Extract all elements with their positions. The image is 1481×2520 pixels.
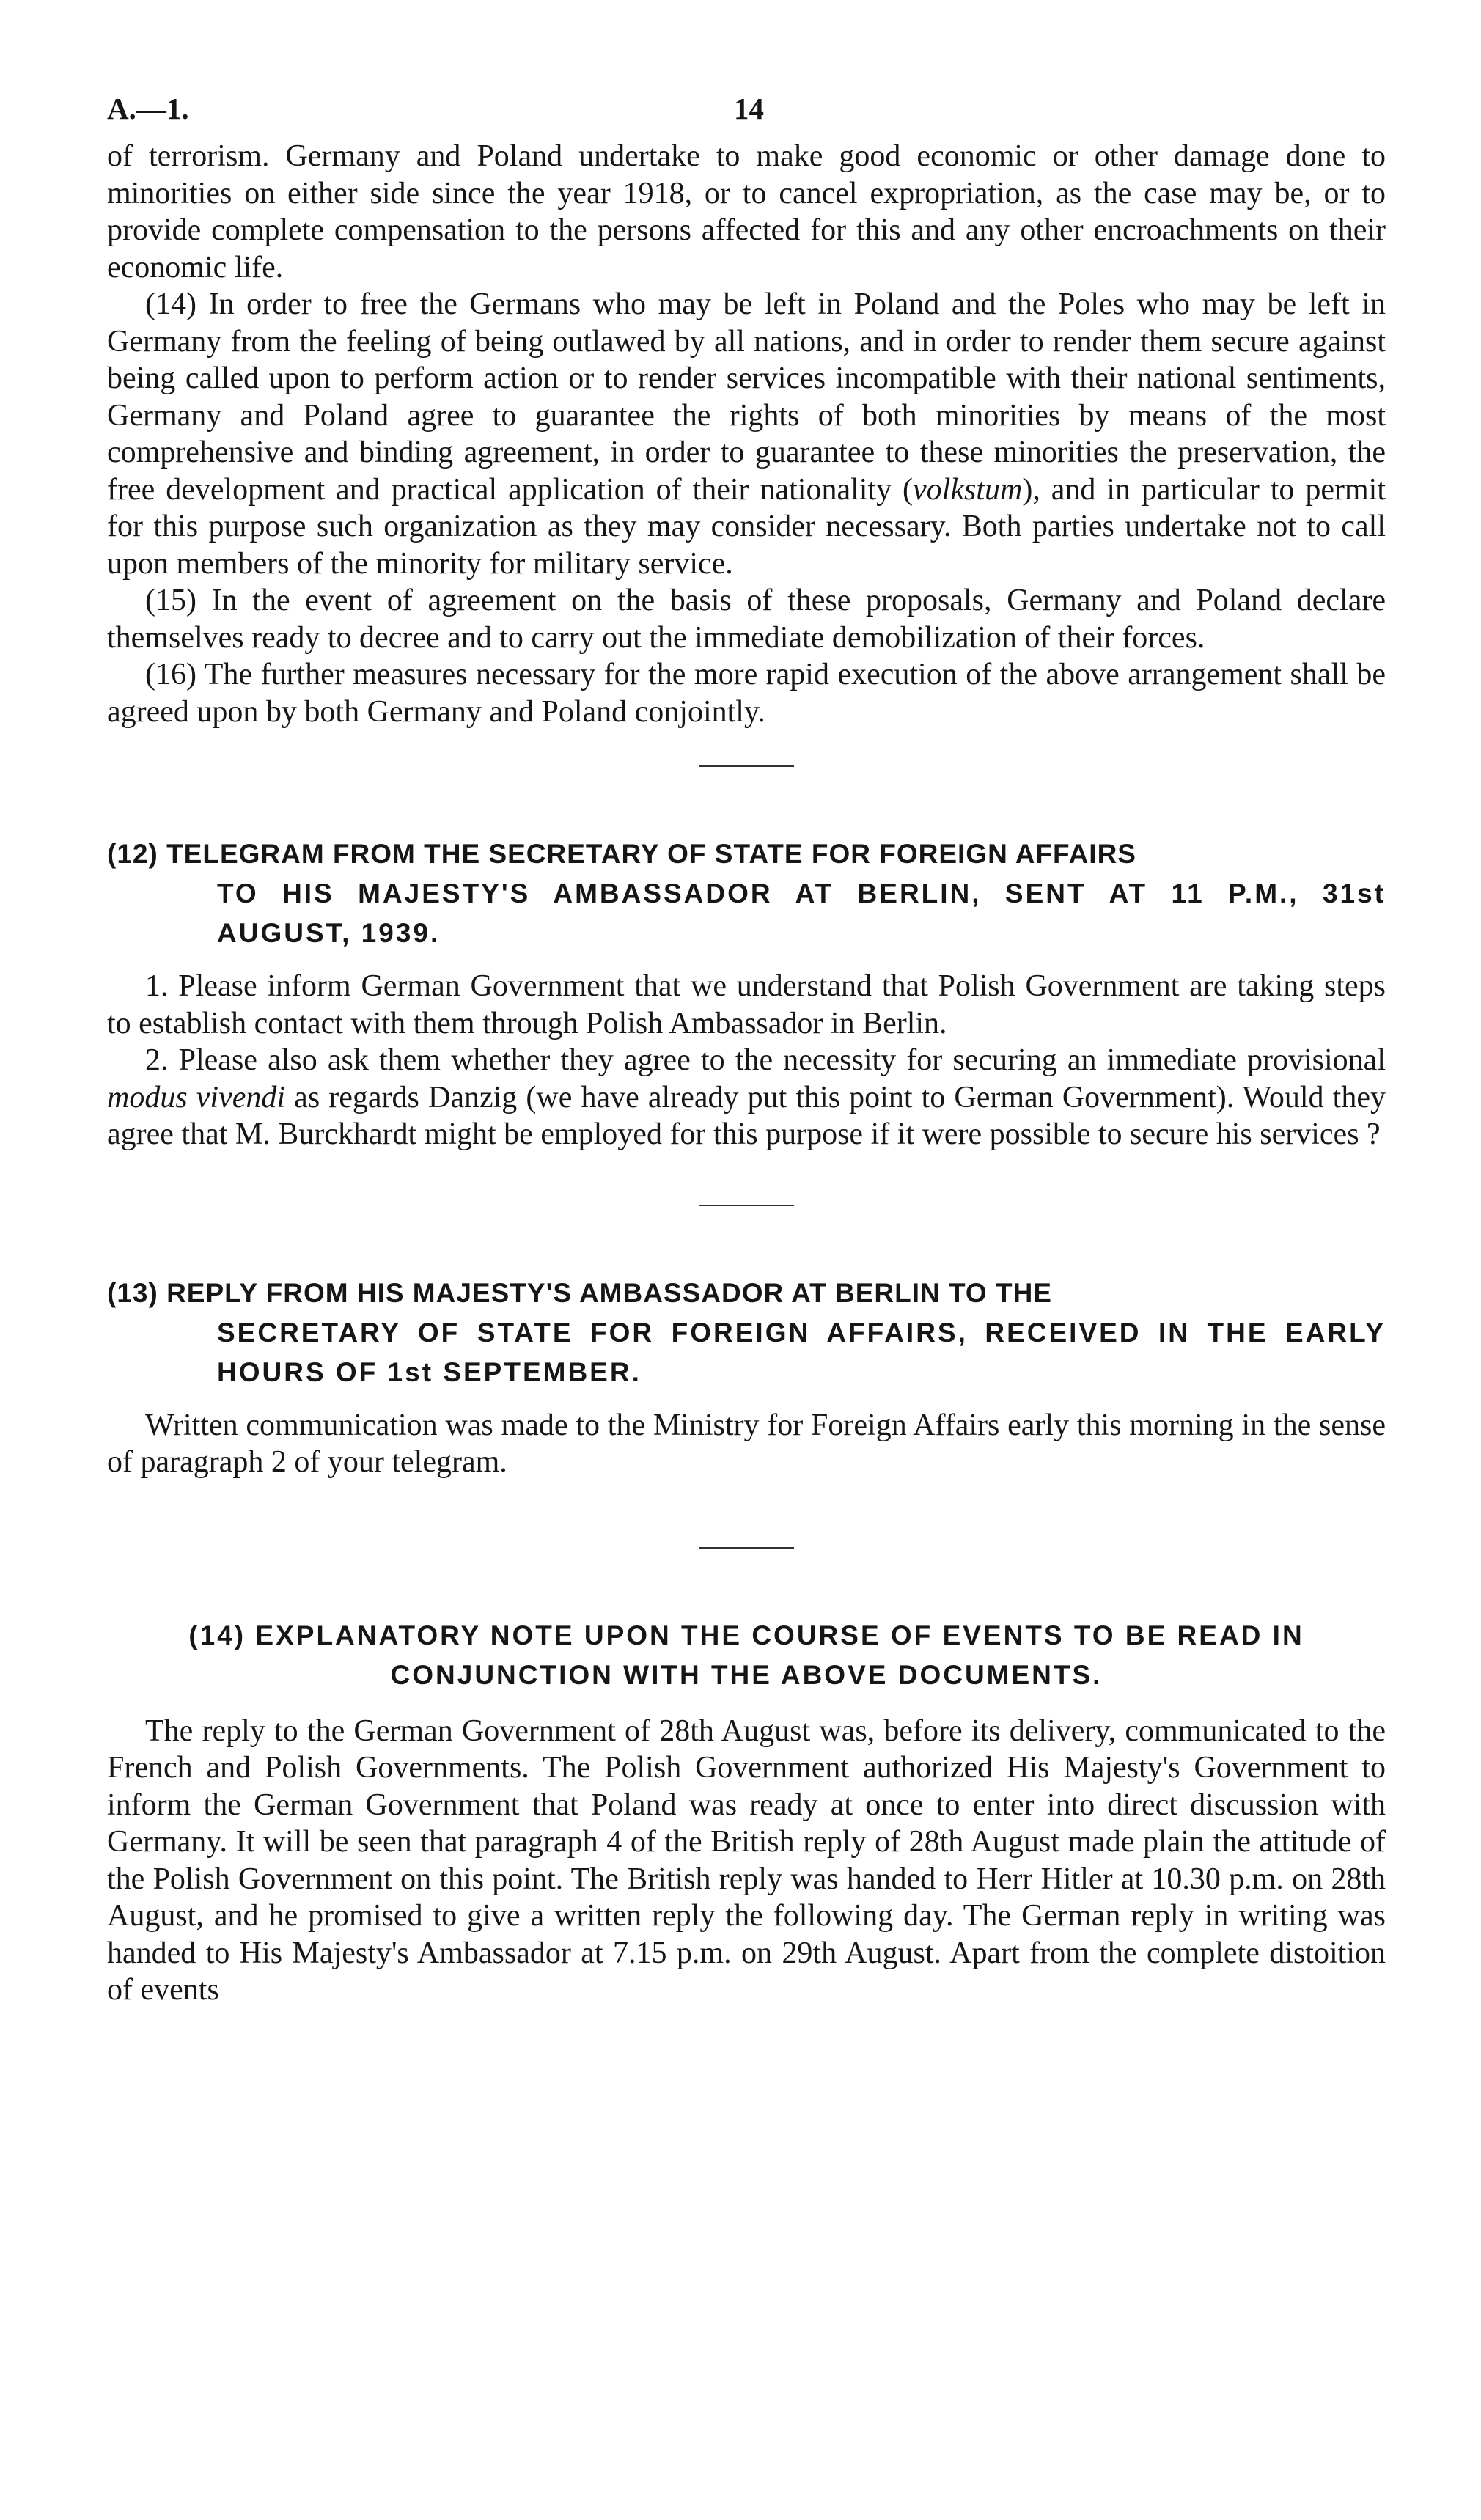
section-12-heading-line1: (12) TELEGRAM FROM THE SECRETARY OF STATE FOR FOREIGN AFFAIRS	[107, 839, 1136, 869]
paragraph-14-text-a: (14) In order to free the Germans who may be left in Poland and the Poles who may be left in Germany from the feeling of being outlawed by all nations, and in order to render them secure against being called upon to perform action or to render services incompatible with their national sentiments, Germany and Poland agree to guarantee the rights of both minorities by means of the most comprehensive and binding agreement, in order to guarantee to these minorities the preservation, the free development and practical application of their nationality (	[107, 287, 1386, 507]
section-13-heading-line1: (13) REPLY FROM HIS MAJESTY'S AMBASSADOR AT BERLIN TO THE	[107, 1277, 1052, 1308]
paragraph-continuation: of terrorism. Germany and Poland undertake to make good economic or other damage done to minorities on either side since the year 1918, or to cancel expropriation, as the case may be, or to provide complete compensation to the persons affected for this and any other encroachments on their economic life.	[107, 139, 1386, 284]
section-12-heading	[107, 834, 1386, 953]
paragraph-16: (16) The further measures necessary for the more rapid execution of the above arrangement shall be agreed upon by both Germany and Poland conjointly.	[107, 658, 1386, 729]
page-number: 14	[734, 92, 764, 125]
section-12-paragraph-2	[107, 1042, 1386, 1153]
section-divider	[699, 1205, 794, 1206]
section-12-heading-rest: TO HIS MAJESTY'S AMBASSADOR AT BERLIN, SENT AT 11 P.M., 31st AUGUST, 1939.	[217, 878, 1386, 948]
section-13-paragraph: Written communication was made to the Ministry for Foreign Affairs early this morning in the sense of paragraph 2 of your telegram.	[107, 1408, 1386, 1479]
section-12-paragraph-2-text-a: 2. Please also ask them whether they agree to the necessity for securing an immediate provisional	[145, 1043, 1386, 1077]
document-reference: A.—1.	[107, 92, 189, 125]
section-14-paragraph: The reply to the German Government of 28th August was, before its delivery, communicated to the French and Polish Governments. The Polish Government authorized His Majesty's Government to inform the German Government that Poland was ready at once to enter into direct discussion with Germany. It will be seen that paragraph 4 of the British reply of 28th August made plain the attitude of the Polish Government on this point. The British reply was handed to Herr Hitler at 10.30 p.m. on 28th August, and he promised to give a written reply the following day. The German reply in writing was handed to His Majesty's Ambassador at 7.15 p.m. on 29th August. Apart from the complete distoition of events	[107, 1713, 1386, 2007]
section-divider	[699, 1547, 794, 1549]
section-divider	[699, 765, 794, 767]
page-header	[107, 87, 1386, 138]
section-12-paragraph-1: 1. Please inform German Government that we understand that Polish Government are taking steps to establish contact with them through Polish Ambassador in Berlin.	[107, 969, 1386, 1040]
document-page	[107, 87, 1386, 2009]
section-12-paragraph-2-text-b: as regards Danzig (we have already put this point to German Government). Would they agree that M. Burckhardt might be employed for this purpose if it were possible to secure his services ?	[107, 1080, 1386, 1151]
section-14-heading-line1: (14) EXPLANATORY NOTE UPON THE COURSE OF EVENTS TO BE READ IN	[188, 1620, 1304, 1650]
paragraph-14-text-b: ), and in particular to permit for this purpose such organization as they may consider necessary. Both parties undertake not to call upon members of the minority for military service.	[107, 472, 1386, 581]
paragraph-14-emphasis: volkstum	[913, 472, 1023, 507]
paragraph-15: (15) In the event of agreement on the basis of these proposals, Germany and Poland declare themselves ready to decree and to carry out the immediate demobilization of their forces.	[107, 584, 1386, 655]
section-12-paragraph-2-emphasis: modus vivendi	[107, 1080, 286, 1114]
section-13-heading	[107, 1274, 1386, 1392]
section-14-heading-line2: CONJUNCTION WITH THE ABOVE DOCUMENTS.	[390, 1659, 1103, 1690]
paragraph-14	[107, 286, 1386, 582]
section-14-heading	[107, 1616, 1386, 1695]
section-13-heading-rest: SECRETARY OF STATE FOR FOREIGN AFFAIRS, RECEIVED IN THE EARLY HOURS OF 1st SEPTEMBER.	[217, 1317, 1386, 1387]
